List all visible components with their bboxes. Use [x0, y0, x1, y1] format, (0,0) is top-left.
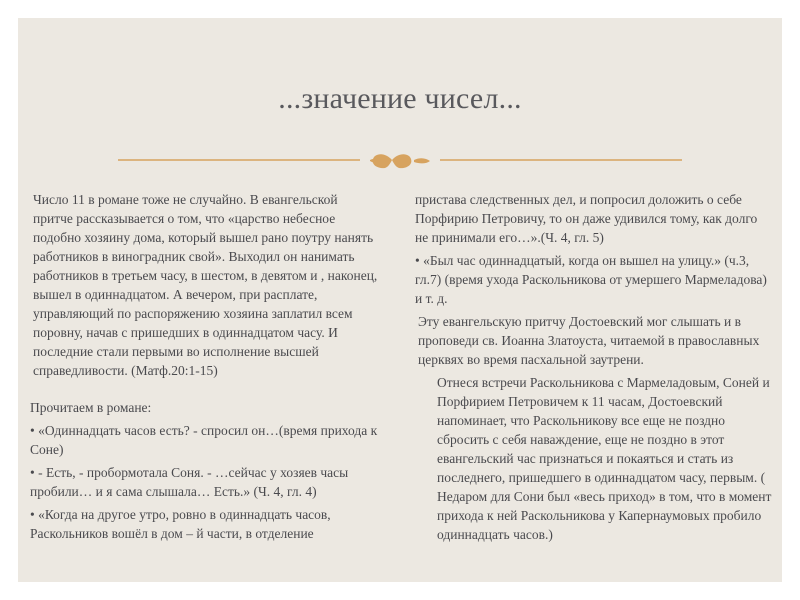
right-paragraph-2: Эту евангельскую притчу Достоевский мог слышать и в проповеди св. Иоанна Златоуста, читаемой в православных церквях во время пасхальной заутрени.: [418, 314, 760, 367]
left-column: [30, 190, 380, 543]
right-paragraph-3: Отнеся встречи Раскольникова с Мармеладовым, Соней и Порфирием Петровичем к 11 часам, Достоевский напоминает, что Раскольникову все еще не поздно сбросить с себя наваждение, еще не поздно в этот евангельский час признаться и покаяться и стать из последнего, пришедшего в одиннадцатом часу, первым. ( Недаром для Сони был «весь приход» в том, что в момент прихода к ней Раскольникова у Капернаумовых пробило одиннадцать часов.): [437, 375, 772, 542]
divider-ornament: [118, 150, 682, 170]
slide-title: ...значение чисел...: [278, 82, 522, 115]
right-column: [415, 190, 773, 544]
left-bullet-1: • «Одиннадцать часов есть? - спросил он…(время прихода к Соне): [30, 423, 378, 457]
left-paragraph-1: Число 11 в романе тоже не случайно. В евангельской притче рассказывается о том, что «царство небесное подобно хозяину дома, который вышел рано поутру нанять работников в виноградник свой». Выходил он нанимать работников в третьем часу, в шестом, в девятом и , наконец, вышел в одиннадцатом. А вечером, при расплате, управляющий по распоряжению хозяина заплатил всем поровну, начав с пришедших в одиннадцатом часу. И последние стали первыми во исполнение высшей справедливости. (Матф.20:1-15): [33, 192, 378, 378]
left-paragraph-2: Прочитаем в романе:: [30, 400, 152, 415]
right-paragraph-1: пристава следственных дел, и попросил доложить о себе Порфирию Петровичу, то он даже удивился тому, как долго не принимали его…».(Ч. 4, гл. 5): [415, 192, 758, 245]
left-bullet-3: • «Когда на другое утро, ровно в одиннадцать часов, Раскольников вошёл в дом – й части, в отделение: [30, 507, 331, 541]
right-bullet-1: • «Был час одиннадцатый, когда он вышел на улицу.» (ч.3, гл.7) (время ухода Раскольникова от умершего Мармеладова) и т. д.: [415, 253, 767, 306]
floral-heart-icon: [370, 154, 430, 168]
left-bullet-2: • - Есть, - пробормотала Соня. - …сейчас у хозяев часы пробили… и я сама слышала… Есть.» (Ч. 4, гл. 4): [30, 465, 349, 499]
